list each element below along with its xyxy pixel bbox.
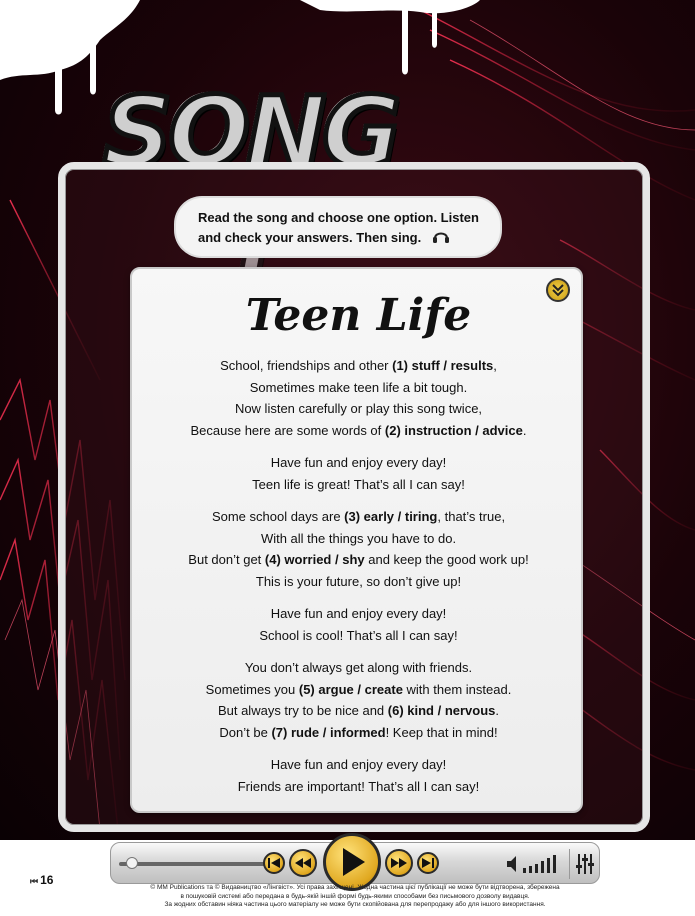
lyric-line (132, 603, 585, 625)
answer-options: (4) worried / shy (264, 552, 365, 567)
instruction-text (198, 208, 498, 248)
lyric-text: Don’t be (219, 724, 272, 740)
lyric-text: , that’s true, (437, 509, 506, 524)
lyric-line (132, 776, 585, 798)
lyric-line (132, 657, 585, 679)
instruction-line-1: Read the song and choose one option. Listen (198, 210, 479, 225)
instruction-bubble (176, 198, 500, 256)
lyric-text: , (493, 358, 497, 373)
stanza (132, 657, 585, 743)
fast-forward-button[interactable] (385, 849, 413, 877)
fast-forward-icon (391, 858, 407, 868)
lyric-text: Have fun and enjoy every day! (270, 606, 447, 621)
copyright-line-2: в пошуковій системі або передана в будь-якій іншій формі будь-якими способами без письмового дозволу видавця. (180, 892, 530, 900)
lyric-line (132, 625, 585, 647)
copyright-line-1: © MM Publications та © Видавництво «Лінгвіст». Усі права захищені. Жодна частина цієї публікації не може бути відтворена, збережена (150, 884, 560, 891)
page-back-icon: ⏮ (30, 876, 39, 886)
lyric-text: Friends are important! That’s all I can say! (237, 778, 480, 794)
stanza (132, 506, 585, 592)
lyric-text: . (522, 422, 527, 438)
progress-track[interactable] (119, 862, 267, 866)
page-number (30, 873, 53, 887)
rewind-icon (295, 858, 311, 868)
lyric-text: Teen life is great! That’s all I can say! (252, 476, 465, 492)
lyric-line (132, 722, 585, 744)
answer-options: (1) stuff / results (392, 358, 494, 373)
lyric-line (132, 549, 585, 571)
lyric-text: Sometimes make teen life a bit tough. (249, 379, 468, 395)
headphones-icon[interactable] (432, 228, 450, 244)
lyrics-panel (130, 267, 583, 813)
audio-player (110, 842, 600, 884)
lyric-text: This is your future, so don’t give up! (255, 573, 462, 589)
lyric-line (132, 355, 585, 377)
lyric-text: You don’t always get along with friends. (244, 660, 473, 675)
lyric-text: School is cool! That’s all I can say! (259, 627, 458, 643)
lyric-text: But always try to be nice and (217, 703, 388, 718)
copyright-notice (120, 884, 590, 910)
volume-icon[interactable] (507, 853, 563, 875)
lyric-text: Have fun and enjoy every day! (270, 455, 447, 470)
instruction-line-2: and check your answers. Then sing. (198, 230, 422, 245)
lyric-line (132, 571, 585, 593)
lyric-text: Some school days are (211, 509, 345, 524)
play-icon (339, 848, 365, 876)
song-title: Teen Life (245, 290, 472, 341)
lyric-line (132, 506, 585, 528)
play-button[interactable] (323, 833, 381, 891)
rewind-button[interactable] (289, 849, 317, 877)
lyric-text: Because here are some words of (190, 422, 385, 438)
answer-options: (6) kind / nervous (387, 703, 496, 718)
skip-forward-button[interactable] (417, 852, 439, 874)
lyric-text: With all the things you have to do. (260, 530, 457, 546)
lyric-line (132, 452, 585, 474)
lyric-text: . (495, 703, 500, 718)
page-number-text: 16 (40, 873, 54, 887)
lyric-line (132, 528, 585, 550)
lyric-text: Have fun and enjoy every day! (270, 757, 447, 772)
lyric-text: Sometimes you (205, 681, 299, 697)
lyric-line (132, 754, 585, 776)
skip-back-button[interactable] (263, 852, 285, 874)
progress-knob[interactable] (126, 857, 138, 869)
answer-options: (2) instruction / advice (384, 422, 523, 438)
lyric-line (132, 398, 585, 420)
stanza (132, 603, 585, 646)
lyrics (132, 355, 585, 808)
answer-options: (7) rude / informed (271, 724, 386, 740)
equalizer-icon[interactable] (575, 853, 595, 875)
skip-forward-icon (422, 858, 434, 868)
copyright-line-3: За жодних обставин ніяка частина цього матеріалу не може бути скопійована для перепродажу або для іншого використання. (164, 901, 546, 908)
lyric-line (132, 474, 585, 496)
stanza (132, 355, 585, 441)
lyric-line (132, 700, 585, 722)
song-number-title-text: SONG (103, 76, 397, 188)
answer-options: (5) argue / create (298, 681, 403, 697)
stanza (132, 754, 585, 797)
lyric-text: and keep the good work up! (364, 552, 529, 567)
player-divider (569, 849, 570, 879)
lyric-line (132, 377, 585, 399)
lyric-text: ! Keep that in mind! (385, 724, 498, 740)
lyric-line (132, 679, 585, 701)
lyric-text: But don’t get (188, 552, 265, 567)
lyric-text: with them instead. (402, 681, 512, 697)
answer-options: (3) early / tiring (344, 509, 438, 524)
lyric-line (132, 420, 585, 442)
stanza (132, 452, 585, 495)
skip-back-icon (268, 858, 280, 868)
lyric-text: Now listen carefully or play this song twice, (234, 401, 483, 416)
lyric-text: School, friendships and other (220, 358, 393, 373)
